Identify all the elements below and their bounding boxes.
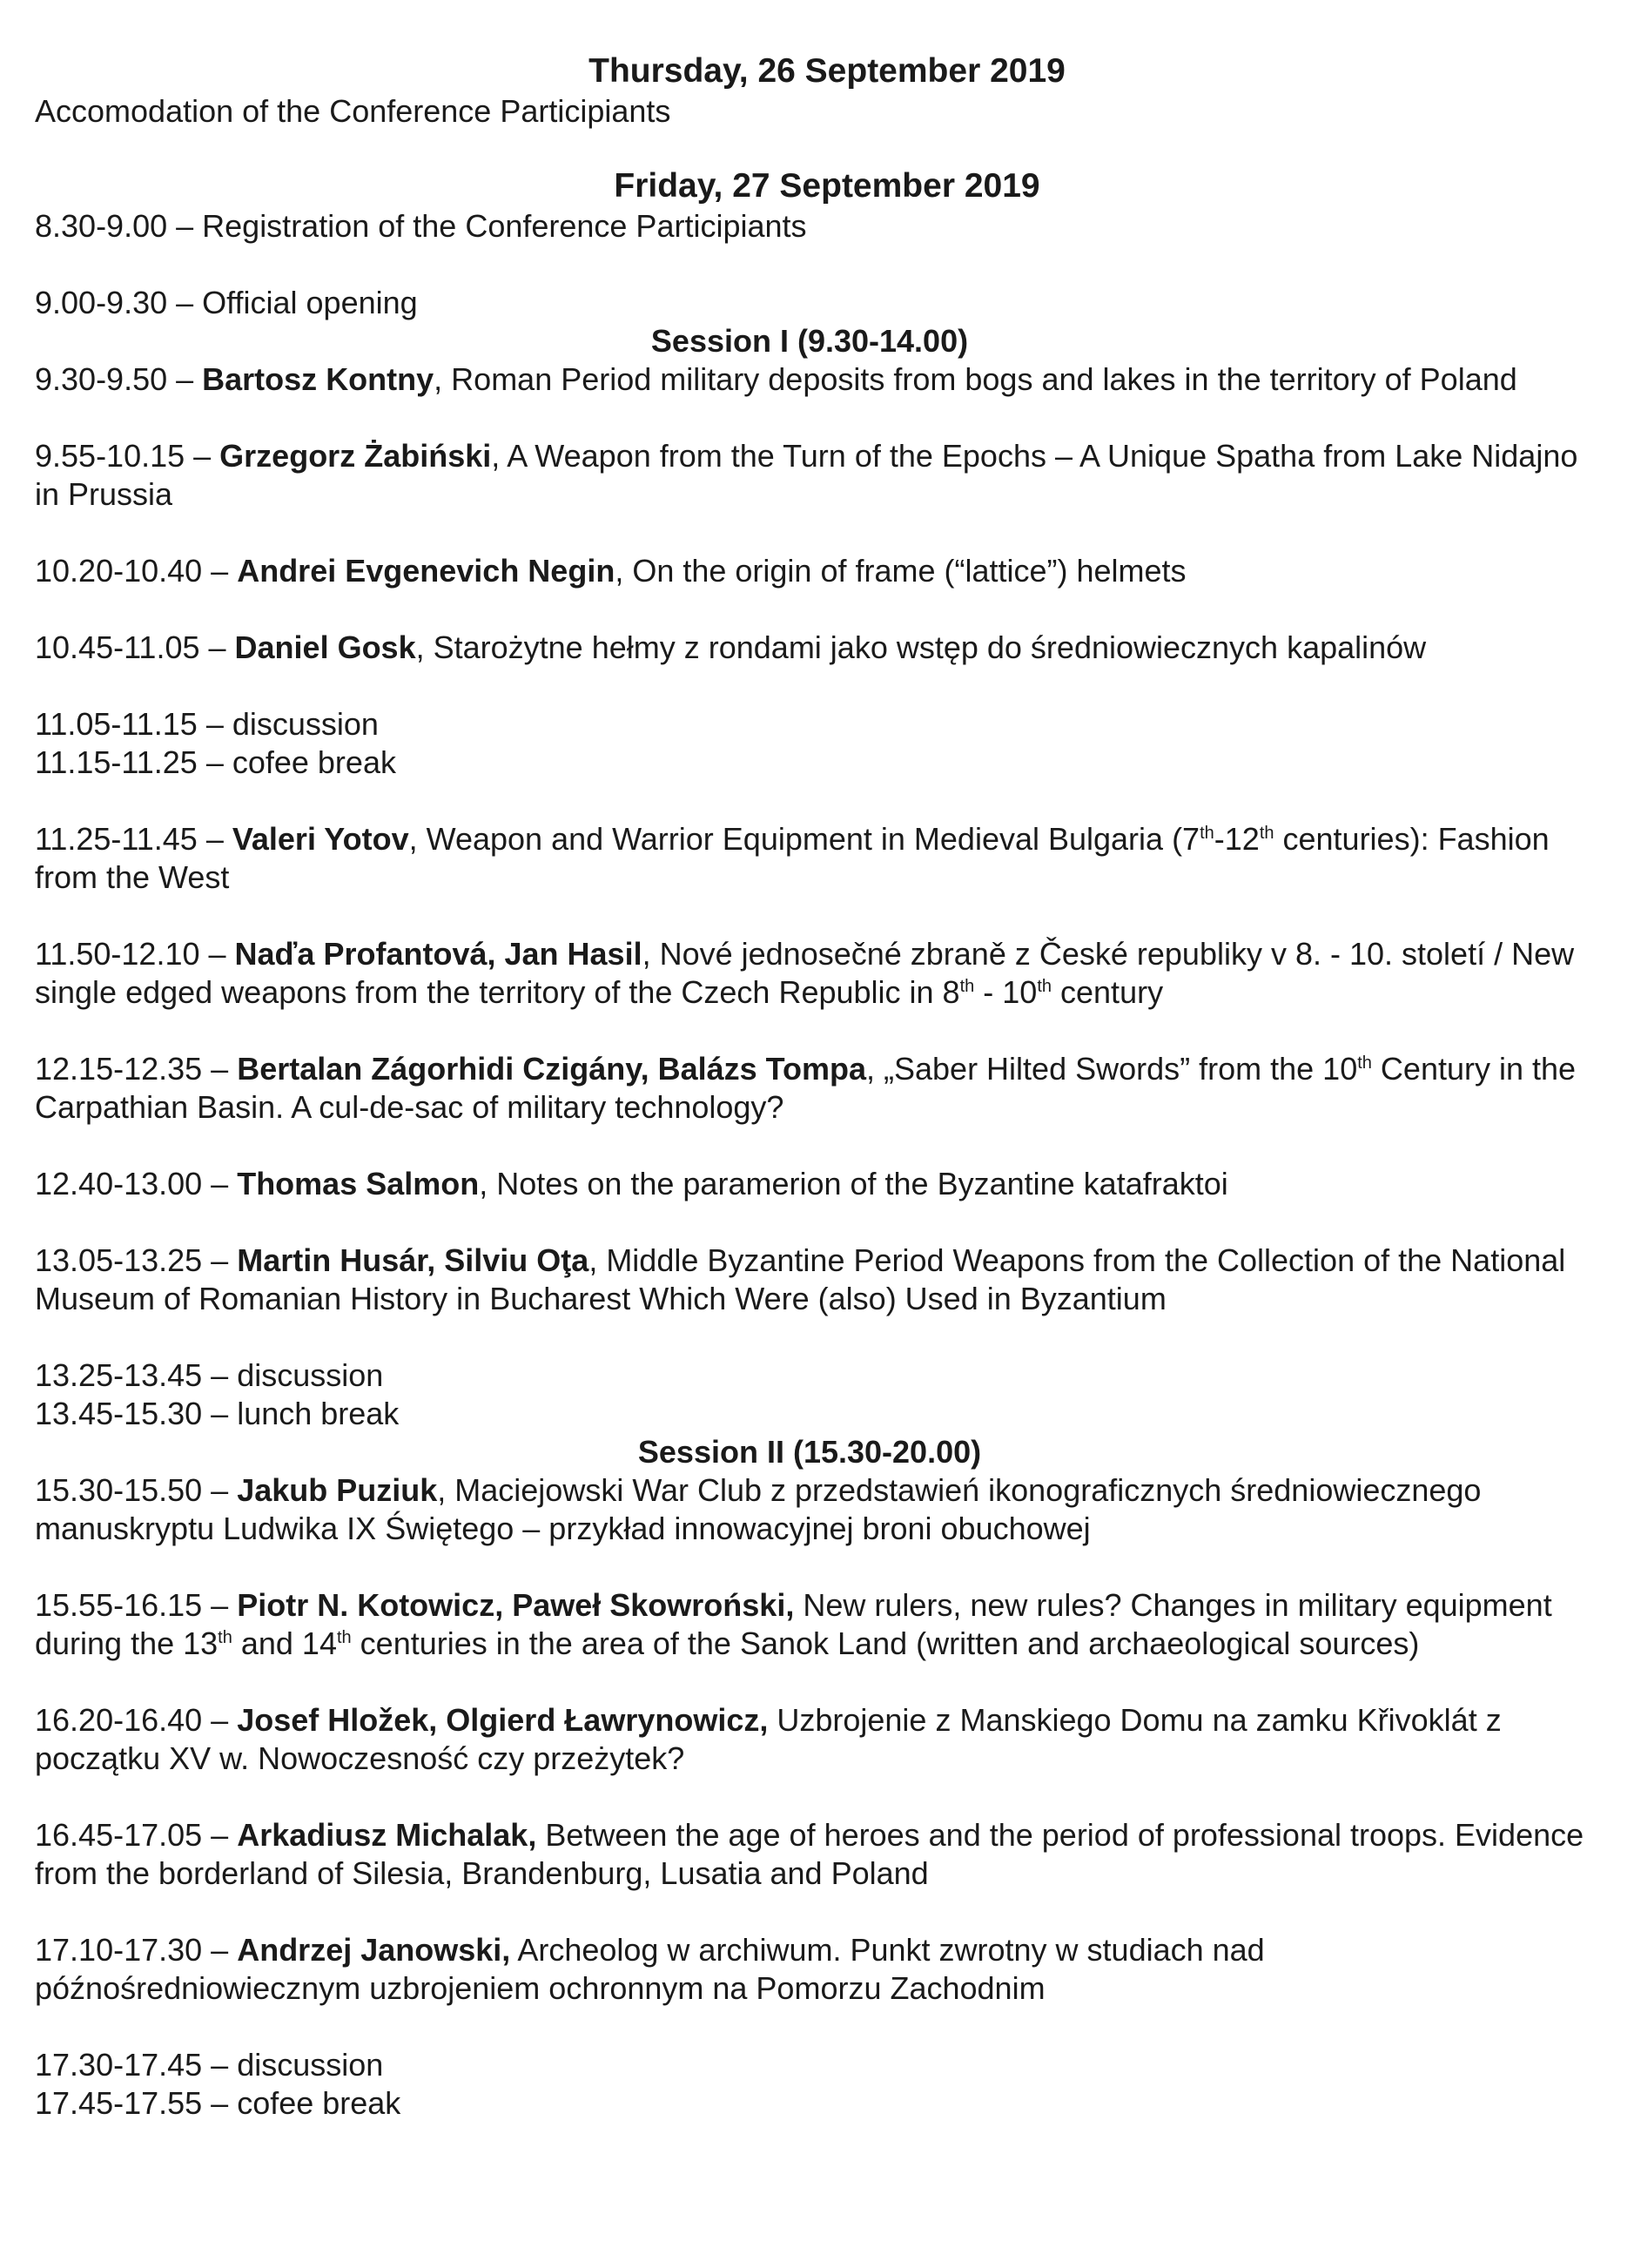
program-item <box>35 935 1584 1012</box>
item-speaker: Josef Hložek, Olgierd Ławrynowicz, <box>237 1702 769 1738</box>
item-time: 15.55-16.15 – <box>35 1587 238 1623</box>
item-time: 12.40-13.00 – <box>35 1166 238 1201</box>
item-speaker: Grzegorz Żabiński <box>219 438 492 474</box>
item-title: New rulers, new rules? Changes in military equipment during the 13 <box>35 1587 1552 1661</box>
item-time: 9.55-10.15 – <box>35 438 220 474</box>
item-speaker: Valeri Yotov <box>232 821 409 857</box>
item-speaker: Daniel Gosk <box>234 629 416 665</box>
item-title: , On the origin of frame (“lattice”) helmets <box>615 553 1187 589</box>
program-item <box>35 1701 1584 1778</box>
program-item <box>35 360 1584 399</box>
thursday-heading: Thursday, 26 September 2019 <box>588 52 1066 90</box>
discussion-line: 13.25-13.45 – discussion <box>35 1357 384 1393</box>
item-title: -12 <box>1214 821 1260 857</box>
item-title: , Roman Period military deposits from bogs and lakes in the territory of Poland <box>434 361 1517 397</box>
friday-heading: Friday, 27 September 2019 <box>614 167 1040 205</box>
item-title: , Weapon and Warrior Equipment in Medieval Bulgaria (7 <box>408 821 1200 857</box>
thursday-note: Accomodation of the Conference Participiants <box>35 93 671 129</box>
opening-line: 9.00-9.30 – Official opening <box>35 285 418 320</box>
item-title: century <box>1052 974 1164 1010</box>
item-title: Between the age of heroes and the period of professional troops. Evidence from the borderland of Silesia, Brandenburg, Lusatia and Poland <box>35 1817 1584 1891</box>
item-time: 12.15-12.35 – <box>35 1051 238 1087</box>
item-title: , Starożytne hełmy z rondami jako wstęp do średniowiecznych kapalinów <box>415 629 1427 665</box>
item-title: Uzbrojenie z Manskiego Domu na zamku Křivoklát z początku XV w. Nowoczesność czy przeżytek? <box>35 1702 1502 1776</box>
item-title: - 10 <box>974 974 1038 1010</box>
item-title: , Notes on the paramerion of the Byzantine katafraktoi <box>479 1166 1228 1201</box>
item-speaker: Piotr N. Kotowicz, Paweł Skowroński, <box>237 1587 795 1623</box>
program-item <box>35 629 1584 667</box>
session-1-heading: Session I (9.30-14.00) <box>650 323 969 359</box>
item-time: 15.30-15.50 – <box>35 1472 238 1508</box>
item-title: , Middle Byzantine Period Weapons from the Collection of the National Museum of Romanian History in Bucharest Which Were (also) Used in Byzantium <box>35 1242 1566 1316</box>
item-title: Century in the Carpathian Basin. A cul-de-sac of military technology? <box>35 1051 1577 1125</box>
item-speaker: Naďa Profantová, Jan Hasil <box>234 936 642 972</box>
item-speaker: Arkadiusz Michalak, <box>237 1817 537 1853</box>
program-item <box>35 1586 1584 1663</box>
item-title: centuries in the area of the Sanok Land (written and archaeological sources) <box>351 1625 1420 1661</box>
item-title: Archeolog w archiwum. Punkt zwrotny w studiach nad późnośredniowiecznym uzbrojeniem ochronnym na Pomorzu Zachodnim <box>35 1932 1265 2006</box>
item-time: 11.50-12.10 – <box>35 936 235 972</box>
item-time: 10.45-11.05 – <box>35 629 235 665</box>
program-item <box>35 1242 1584 1318</box>
item-speaker: Andrzej Janowski, <box>237 1932 511 1968</box>
break-line: 11.15-11.25 – cofee break <box>35 744 396 780</box>
ordinal-suffix: th <box>959 977 975 996</box>
item-speaker: Bertalan Zágorhidi Czigány, Balázs Tompa <box>237 1051 866 1087</box>
ordinal-suffix: th <box>1200 824 1214 843</box>
item-time: 16.45-17.05 – <box>35 1817 238 1853</box>
ordinal-suffix: th <box>1037 977 1052 996</box>
break-line: 17.45-17.55 – cofee break <box>35 2085 401 2121</box>
ordinal-suffix: th <box>218 1628 232 1647</box>
item-title: , A Weapon from the Turn of the Epochs – A Unique Spatha from Lake Nidajno in Prussia <box>35 438 1578 512</box>
item-time: 9.30-9.50 – <box>35 361 203 397</box>
ordinal-suffix: th <box>336 1628 352 1647</box>
ordinal-suffix: th <box>1259 824 1274 843</box>
program-item <box>35 820 1584 897</box>
ordinal-suffix: th <box>1357 1053 1372 1073</box>
item-time: 16.20-16.40 – <box>35 1702 238 1738</box>
item-speaker: Thomas Salmon <box>237 1166 480 1201</box>
program-item <box>35 1931 1584 2008</box>
item-speaker: Bartosz Kontny <box>202 361 434 397</box>
registration-line: 8.30-9.00 – Registration of the Conference Participiants <box>35 208 807 244</box>
program-item <box>35 1471 1584 1548</box>
program-item <box>35 552 1584 590</box>
break-line: 13.45-15.30 – lunch break <box>35 1396 400 1431</box>
program-page <box>35 50 1584 2123</box>
item-time: 10.20-10.40 – <box>35 553 238 589</box>
item-title: , Maciejowski War Club z przedstawień ikonograficznych średniowiecznego manuskryptu Ludwika IX Świętego – przykład innowacyjnej broni obuchowej <box>35 1472 1482 1546</box>
discussion-line: 11.05-11.15 – discussion <box>35 706 379 742</box>
item-title: and 14 <box>232 1625 337 1661</box>
item-speaker: Andrei Evgenevich Negin <box>237 553 615 589</box>
discussion-line: 17.30-17.45 – discussion <box>35 2047 384 2083</box>
program-item <box>35 1165 1584 1203</box>
item-speaker: Martin Husár, Silviu Oţa <box>237 1242 589 1278</box>
item-title: centuries): Fashion from the West <box>35 821 1550 895</box>
item-time: 17.10-17.30 – <box>35 1932 238 1968</box>
item-speaker: Jakub Puziuk <box>237 1472 438 1508</box>
program-item <box>35 437 1584 514</box>
program-item <box>35 1816 1584 1893</box>
item-time: 13.05-13.25 – <box>35 1242 238 1278</box>
item-time: 11.25-11.45 – <box>35 821 232 857</box>
item-title: , „Saber Hilted Swords” from the 10 <box>866 1051 1358 1087</box>
session-2-heading: Session II (15.30-20.00) <box>637 1434 982 1470</box>
program-item <box>35 1050 1584 1127</box>
item-title: , Nové jednosečné zbraně z České republiky v 8. - 10. století / New single edged weapons from the territory of the Czech Republic in 8 <box>35 936 1575 1010</box>
